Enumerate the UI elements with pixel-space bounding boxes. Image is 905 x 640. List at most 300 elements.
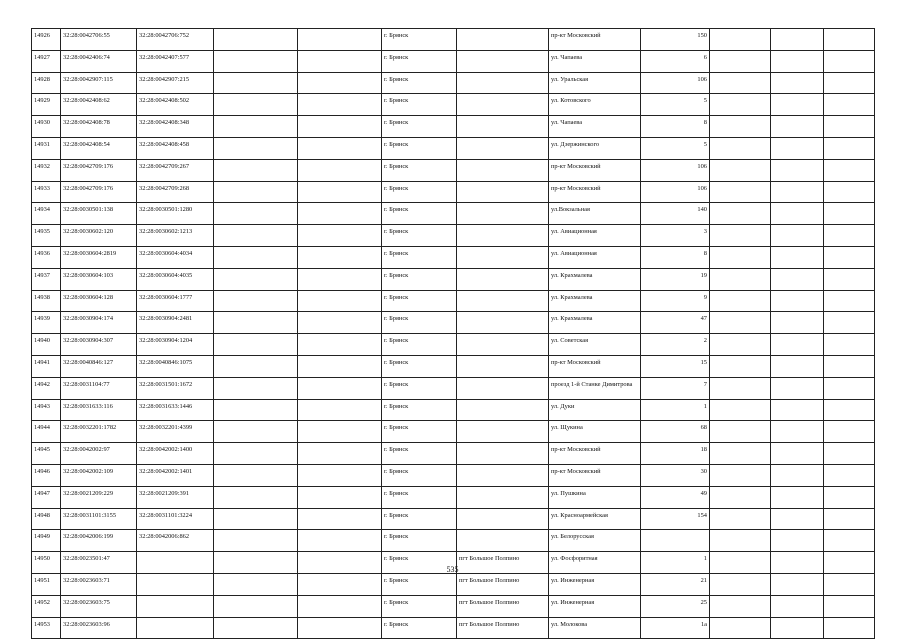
table-cell <box>771 399 824 421</box>
table-cell: 32:28:0042408:458 <box>137 137 214 159</box>
table-cell: г. Брянск <box>382 552 457 574</box>
table-cell: 32:28:0032201:1782 <box>61 421 137 443</box>
table-cell: 32:28:0042407:577 <box>137 50 214 72</box>
table-cell: 32:28:0023603:71 <box>61 573 137 595</box>
table-cell <box>771 159 824 181</box>
table-cell: 14927 <box>32 50 61 72</box>
table-cell: 14928 <box>32 72 61 94</box>
table-row <box>32 595 875 617</box>
table-cell <box>298 137 382 159</box>
table-cell: 14952 <box>32 595 61 617</box>
table-cell: г. Брянск <box>382 355 457 377</box>
table-cell <box>710 94 771 116</box>
table-cell <box>771 377 824 399</box>
table-cell <box>824 443 875 465</box>
table-cell: г. Брянск <box>382 530 457 552</box>
page-number: 535 <box>446 565 459 574</box>
table-cell: 14937 <box>32 268 61 290</box>
table-cell: ул. Красноармейская <box>549 508 641 530</box>
table-cell: 49 <box>641 486 710 508</box>
table-cell: 30 <box>641 464 710 486</box>
table-cell: 32:28:0042408:78 <box>61 116 137 138</box>
table-cell: 32:28:0042408:502 <box>137 94 214 116</box>
table-cell: 14938 <box>32 290 61 312</box>
table-cell <box>457 159 549 181</box>
table-row <box>32 72 875 94</box>
table-cell: 14941 <box>32 355 61 377</box>
table-cell: 32:28:0030604:4035 <box>137 268 214 290</box>
table-cell <box>214 421 298 443</box>
table-cell <box>824 181 875 203</box>
table-cell <box>824 334 875 356</box>
table-cell: 32:28:0030501:138 <box>61 203 137 225</box>
table-cell: 14940 <box>32 334 61 356</box>
table-cell <box>824 312 875 334</box>
table-cell <box>771 421 824 443</box>
table-cell: ул. Котовского <box>549 94 641 116</box>
table-cell: г. Брянск <box>382 137 457 159</box>
table-cell <box>710 203 771 225</box>
table-cell: г. Брянск <box>382 159 457 181</box>
table-cell <box>457 530 549 552</box>
table-cell: ул. Советская <box>549 334 641 356</box>
table-cell: 32:28:0031633:116 <box>61 399 137 421</box>
table-cell <box>214 530 298 552</box>
table-cell: 32:28:0030604:2819 <box>61 246 137 268</box>
table-cell <box>824 399 875 421</box>
table-cell <box>457 50 549 72</box>
table-cell <box>710 290 771 312</box>
table-cell <box>771 464 824 486</box>
table-cell <box>214 50 298 72</box>
table-cell <box>710 464 771 486</box>
table-cell <box>771 268 824 290</box>
table-cell: 14943 <box>32 399 61 421</box>
table-cell: 68 <box>641 421 710 443</box>
table-cell: 32:28:0030904:1204 <box>137 334 214 356</box>
table-cell: 8 <box>641 246 710 268</box>
table-cell <box>137 595 214 617</box>
table-cell: 106 <box>641 72 710 94</box>
table-cell <box>824 116 875 138</box>
table-cell <box>771 116 824 138</box>
table-cell <box>298 312 382 334</box>
table-cell <box>771 573 824 595</box>
table-cell <box>824 29 875 51</box>
table-cell: пгт Большое Полпино <box>457 617 549 639</box>
table-cell: пр-кт Московский <box>549 181 641 203</box>
table-cell: 14946 <box>32 464 61 486</box>
table-cell <box>710 50 771 72</box>
table-cell <box>824 530 875 552</box>
table-cell: г. Брянск <box>382 116 457 138</box>
table-row <box>32 225 875 247</box>
table-cell <box>710 137 771 159</box>
table-cell: 32:28:0042706:752 <box>137 29 214 51</box>
table-cell: 32:28:0042907:115 <box>61 72 137 94</box>
table-cell <box>824 290 875 312</box>
table-cell: 32:28:0023501:47 <box>61 552 137 574</box>
table-cell <box>214 268 298 290</box>
table-cell <box>824 268 875 290</box>
table-cell <box>824 94 875 116</box>
table-cell <box>214 29 298 51</box>
table-cell: 1 <box>641 552 710 574</box>
table-cell: 14944 <box>32 421 61 443</box>
table-cell <box>214 94 298 116</box>
table-row <box>32 312 875 334</box>
table-cell: ул. Крахмалева <box>549 290 641 312</box>
table-row <box>32 355 875 377</box>
table-cell: 14936 <box>32 246 61 268</box>
table-cell: 14931 <box>32 137 61 159</box>
table-cell: 7 <box>641 377 710 399</box>
table-cell <box>298 464 382 486</box>
table-cell: г. Брянск <box>382 181 457 203</box>
table-cell: 32:28:0042706:55 <box>61 29 137 51</box>
table-cell <box>710 486 771 508</box>
table-cell: 19 <box>641 268 710 290</box>
table-cell: г. Брянск <box>382 29 457 51</box>
table-cell: 32:28:0031104:77 <box>61 377 137 399</box>
table-cell <box>457 225 549 247</box>
table-row <box>32 290 875 312</box>
table-cell: ул.Вокзальная <box>549 203 641 225</box>
table-cell: 14947 <box>32 486 61 508</box>
table-cell <box>457 29 549 51</box>
table-cell: 32:28:0032201:4399 <box>137 421 214 443</box>
table-row <box>32 334 875 356</box>
table-row <box>32 29 875 51</box>
table-cell <box>824 225 875 247</box>
table-cell: пгт Большое Полпино <box>457 552 549 574</box>
table-cell <box>457 181 549 203</box>
table-cell: ул. Инженерная <box>549 595 641 617</box>
table-cell: 8 <box>641 116 710 138</box>
table-cell <box>710 181 771 203</box>
table-cell: 32:28:0042408:54 <box>61 137 137 159</box>
table-cell: ул. Пушкина <box>549 486 641 508</box>
table-row <box>32 508 875 530</box>
table-cell: ул. Авиационная <box>549 225 641 247</box>
table-cell: г. Брянск <box>382 246 457 268</box>
table-cell <box>298 225 382 247</box>
table-cell <box>298 377 382 399</box>
table-cell: 32:28:0042408:62 <box>61 94 137 116</box>
table-cell <box>824 617 875 639</box>
table-cell: ул. Авиационная <box>549 246 641 268</box>
table-cell <box>214 116 298 138</box>
table-cell <box>298 203 382 225</box>
table-cell: 32:28:0031501:1672 <box>137 377 214 399</box>
table-cell <box>457 290 549 312</box>
table-cell: 32:28:0042002:97 <box>61 443 137 465</box>
table-cell: ул. Дзержинского <box>549 137 641 159</box>
table-cell: 14930 <box>32 116 61 138</box>
table-cell: г. Брянск <box>382 443 457 465</box>
table-cell <box>771 443 824 465</box>
table-cell <box>710 443 771 465</box>
table-cell: 32:28:0042408:348 <box>137 116 214 138</box>
table-cell: 14951 <box>32 573 61 595</box>
table-cell: 32:28:0040846:1075 <box>137 355 214 377</box>
table-row <box>32 246 875 268</box>
table-cell <box>710 355 771 377</box>
table-cell: г. Брянск <box>382 334 457 356</box>
table-cell: 5 <box>641 94 710 116</box>
table-cell: 14933 <box>32 181 61 203</box>
table-cell <box>457 399 549 421</box>
table-cell: 9 <box>641 290 710 312</box>
table-cell <box>824 508 875 530</box>
table-cell <box>771 312 824 334</box>
table-cell: г. Брянск <box>382 421 457 443</box>
table-cell: ул. Крахмалева <box>549 268 641 290</box>
table-cell: 21 <box>641 573 710 595</box>
table-cell <box>298 443 382 465</box>
table-cell <box>298 246 382 268</box>
table-cell <box>824 72 875 94</box>
table-cell <box>214 312 298 334</box>
table-cell <box>771 508 824 530</box>
table-cell <box>457 334 549 356</box>
table-row <box>32 421 875 443</box>
table-cell <box>710 312 771 334</box>
table-cell: 1а <box>641 617 710 639</box>
table-cell: г. Брянск <box>382 617 457 639</box>
table-cell <box>771 355 824 377</box>
table-cell: пр-кт Московский <box>549 443 641 465</box>
table-cell: 32:28:0030904:174 <box>61 312 137 334</box>
table-cell: 32:28:0042002:1400 <box>137 443 214 465</box>
table-cell <box>214 486 298 508</box>
table-cell <box>641 530 710 552</box>
table-cell: 154 <box>641 508 710 530</box>
table-cell <box>457 268 549 290</box>
table-cell: 32:28:0030501:1280 <box>137 203 214 225</box>
table-cell: г. Брянск <box>382 225 457 247</box>
table-cell: 14945 <box>32 443 61 465</box>
table-row <box>32 50 875 72</box>
table-cell <box>771 595 824 617</box>
table-cell <box>771 290 824 312</box>
table-cell <box>298 268 382 290</box>
table-cell: проезд 1-й Станке Димитрова <box>549 377 641 399</box>
table-cell <box>214 203 298 225</box>
table-cell <box>710 530 771 552</box>
table-cell: г. Брянск <box>382 50 457 72</box>
table-cell <box>214 225 298 247</box>
table-cell <box>824 246 875 268</box>
table-cell: пр-кт Московский <box>549 29 641 51</box>
table-row <box>32 181 875 203</box>
table-cell <box>298 617 382 639</box>
table-cell: 14950 <box>32 552 61 574</box>
table-row <box>32 159 875 181</box>
table-row <box>32 617 875 639</box>
table-cell <box>214 377 298 399</box>
table-cell: 32:28:0042002:109 <box>61 464 137 486</box>
table-cell <box>298 29 382 51</box>
table-cell: г. Брянск <box>382 464 457 486</box>
table-cell <box>710 595 771 617</box>
table-cell <box>298 50 382 72</box>
table-cell <box>298 573 382 595</box>
table-cell: 14949 <box>32 530 61 552</box>
table-cell <box>771 203 824 225</box>
table-cell: 32:28:0023603:75 <box>61 595 137 617</box>
table-cell <box>710 377 771 399</box>
table-cell: 32:28:0031101:3155 <box>61 508 137 530</box>
table-cell <box>457 464 549 486</box>
table-row <box>32 94 875 116</box>
table-cell: 106 <box>641 159 710 181</box>
table-cell: пгт Большое Полпино <box>457 595 549 617</box>
table-cell <box>214 137 298 159</box>
table-cell <box>214 573 298 595</box>
table-cell <box>771 246 824 268</box>
table-cell <box>298 159 382 181</box>
table-cell <box>710 225 771 247</box>
table-cell <box>298 421 382 443</box>
table-cell <box>214 443 298 465</box>
table-cell: 14935 <box>32 225 61 247</box>
table-cell: 32:28:0042006:862 <box>137 530 214 552</box>
table-cell <box>457 486 549 508</box>
registry-table <box>31 28 875 639</box>
table-cell <box>214 181 298 203</box>
table-cell: 32:28:0030602:1213 <box>137 225 214 247</box>
table-cell: г. Брянск <box>382 508 457 530</box>
table-cell: 32:28:0030604:128 <box>61 290 137 312</box>
table-cell: 15 <box>641 355 710 377</box>
table-cell: г. Брянск <box>382 94 457 116</box>
table-cell <box>710 421 771 443</box>
table-row <box>32 464 875 486</box>
table-cell <box>457 421 549 443</box>
table-row <box>32 268 875 290</box>
table-cell: 150 <box>641 29 710 51</box>
table-cell: ул. Белорусская <box>549 530 641 552</box>
table-cell <box>824 159 875 181</box>
table-cell: 32:28:0030904:2481 <box>137 312 214 334</box>
table-cell: 32:28:0021209:391 <box>137 486 214 508</box>
table-cell <box>771 94 824 116</box>
table-cell: 47 <box>641 312 710 334</box>
table-cell <box>457 203 549 225</box>
table-cell: г. Брянск <box>382 377 457 399</box>
table-cell: 14942 <box>32 377 61 399</box>
table-cell <box>710 508 771 530</box>
table-cell: 32:28:0042709:268 <box>137 181 214 203</box>
table-cell: пр-кт Московский <box>549 159 641 181</box>
table-cell: 14939 <box>32 312 61 334</box>
table-cell: 106 <box>641 181 710 203</box>
table-cell: ул. Щукина <box>549 421 641 443</box>
table-cell <box>298 508 382 530</box>
table-cell <box>824 573 875 595</box>
table-cell <box>214 464 298 486</box>
table-cell <box>710 334 771 356</box>
table-cell <box>298 486 382 508</box>
table-cell <box>298 116 382 138</box>
table-cell: 14926 <box>32 29 61 51</box>
table-cell <box>824 137 875 159</box>
table-cell: 32:28:0042709:267 <box>137 159 214 181</box>
table-cell <box>457 246 549 268</box>
table-row <box>32 116 875 138</box>
table-cell: 25 <box>641 595 710 617</box>
table-cell <box>771 617 824 639</box>
table-cell <box>710 246 771 268</box>
table-cell: 14953 <box>32 617 61 639</box>
table-cell: 32:28:0040846:127 <box>61 355 137 377</box>
table-row <box>32 377 875 399</box>
table-cell <box>771 29 824 51</box>
table-cell <box>824 203 875 225</box>
table-cell <box>710 268 771 290</box>
table-cell: г. Брянск <box>382 486 457 508</box>
table-cell <box>214 508 298 530</box>
table-cell: ул. Молокова <box>549 617 641 639</box>
table-cell: 32:28:0030604:4034 <box>137 246 214 268</box>
table-cell <box>457 72 549 94</box>
table-cell <box>710 399 771 421</box>
table-cell <box>298 290 382 312</box>
table-cell <box>824 50 875 72</box>
table-cell: 32:28:0042406:74 <box>61 50 137 72</box>
table-cell <box>137 617 214 639</box>
table-cell <box>298 530 382 552</box>
table-cell <box>298 595 382 617</box>
table-row <box>32 399 875 421</box>
table-cell <box>710 159 771 181</box>
table-cell: 32:28:0021209:229 <box>61 486 137 508</box>
table-cell: пгт Большое Полпино <box>457 573 549 595</box>
table-cell: ул. Дуки <box>549 399 641 421</box>
table-cell <box>771 225 824 247</box>
table-cell: 18 <box>641 443 710 465</box>
table-cell <box>457 443 549 465</box>
table-cell <box>771 530 824 552</box>
table-cell <box>824 464 875 486</box>
table-cell: г. Брянск <box>382 268 457 290</box>
table-cell <box>457 377 549 399</box>
table-cell <box>298 334 382 356</box>
table-cell: 32:28:0042002:1401 <box>137 464 214 486</box>
table-cell: 6 <box>641 50 710 72</box>
table-cell: 32:28:0023603:96 <box>61 617 137 639</box>
table-cell: 32:28:0030604:1777 <box>137 290 214 312</box>
table-cell <box>824 355 875 377</box>
table-cell <box>771 334 824 356</box>
table-cell: 32:28:0030604:103 <box>61 268 137 290</box>
table-cell <box>457 94 549 116</box>
table-cell: 14929 <box>32 94 61 116</box>
table-cell: 14932 <box>32 159 61 181</box>
table-cell <box>214 399 298 421</box>
table-cell: 32:28:0030904:307 <box>61 334 137 356</box>
table-cell <box>214 159 298 181</box>
table-cell <box>771 486 824 508</box>
table-cell: 14948 <box>32 508 61 530</box>
table-row <box>32 203 875 225</box>
table-row <box>32 137 875 159</box>
registry-body <box>32 29 875 639</box>
table-row <box>32 486 875 508</box>
table-cell: г. Брянск <box>382 312 457 334</box>
table-cell <box>214 290 298 312</box>
